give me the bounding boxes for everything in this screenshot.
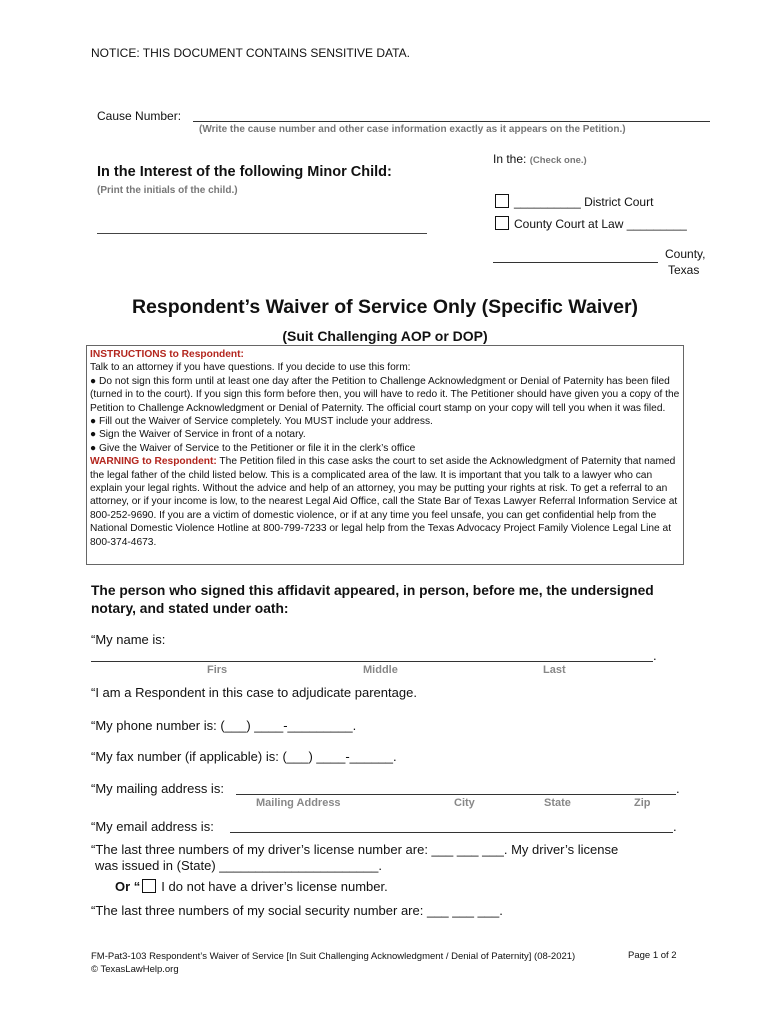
fax-field[interactable]: “My fax number (if applicable) is: (___) ____-______.: [91, 749, 397, 764]
cause-number-field[interactable]: [193, 121, 710, 122]
or-label: Or “: [115, 879, 141, 894]
district-court-option[interactable]: [495, 194, 653, 209]
mailing-state-label: State: [544, 797, 571, 809]
cause-number-label: Cause Number:: [97, 109, 182, 123]
email-field[interactable]: [230, 832, 673, 833]
middle-name-label: Middle: [363, 664, 398, 676]
in-the-label: In the:: [493, 152, 527, 166]
no-license-checkbox[interactable]: [142, 879, 156, 893]
page-number: Page 1 of 2: [628, 950, 677, 961]
county-field[interactable]: [493, 262, 658, 263]
email-period: .: [673, 819, 677, 834]
document-subtitle: (Suit Challenging AOP or DOP): [282, 328, 488, 344]
mailing-street-label: Mailing Address: [256, 797, 341, 809]
footer: [91, 950, 575, 976]
email-label: “My email address is:: [91, 819, 214, 834]
warning-body: The Petition filed in this case asks the court to set aside the Acknowledgment of Paternity that named the legal father of the child listed below. This is a complicated area of the law. It is important that you talk to a lawyer who can explain your legal rights. Without the advice and help of an attorney, you may be putting your rights at risk. To get a referral to an attorney, or if your income is low, to the nearest Legal Aid Office, call the State Bar of Texas Lawyer Referral Information Service at 800-252-9690. If you are a victim of domestic violence, or if at any time you feel unsafe, you can get confidential help from the National Domestic Violence Hotline at 800-799-7233 or legal help from the Texas Advocacy Project Family Violence Legal Line at 800-374-4673.: [90, 456, 678, 548]
cause-number-hint: (Write the cause number and other case information exactly as it appears on the Petition.): [199, 124, 626, 135]
name-field[interactable]: [91, 661, 653, 662]
mailing-zip-label: Zip: [634, 797, 651, 809]
copyright: © TexasLawHelp.org: [91, 964, 179, 975]
instructions-heading: INSTRUCTIONS to Respondent:: [90, 349, 244, 360]
warning-label: WARNING to Respondent:: [90, 456, 217, 468]
warning-paragraph: [90, 455, 680, 549]
no-license-label: I do not have a driver’s license number.: [161, 879, 388, 894]
first-name-label: Firs: [207, 664, 228, 676]
no-license-option[interactable]: [115, 879, 388, 894]
county-court-label: County Court at Law _________: [514, 217, 687, 231]
drivers-license-numbers[interactable]: “The last three numbers of my driver’s license number are: ___ ___ ___. My driver’s license: [91, 842, 619, 857]
name-period: .: [653, 648, 657, 663]
respondent-statement: “I am a Respondent in this case to adjudicate parentage.: [91, 685, 417, 700]
minor-child-heading: In the Interest of the following Minor Child:: [97, 164, 392, 180]
mailing-address-field[interactable]: [236, 794, 676, 795]
texas-label: Texas: [668, 263, 700, 277]
instructions-box: [86, 345, 684, 565]
minor-child-hint: (Print the initials of the child.): [97, 185, 238, 196]
ssn-field[interactable]: “The last three numbers of my social security number are: ___ ___ ___.: [91, 903, 503, 918]
document-title: Respondent’s Waiver of Service Only (Specific Waiver): [131, 296, 639, 318]
mailing-address-label: “My mailing address is:: [91, 781, 224, 796]
county-label: County,: [665, 247, 706, 261]
district-court-checkbox[interactable]: [495, 194, 509, 208]
instructions-body: Talk to an attorney if you have questions. If you decide to use this form: ● Do not sign this form until at least one day after the Petition to Challenge Acknowledgment or Denial of Paternity has been filed (turned in to the court). If you sign this form before then, you will have to redo it. The Petitioner should have given you a copy of the Petition to Challenge Acknowledgment or Denial of Paternity. The official court stamp on your copy will tell you when it was filed. ● Fill out the Waiver of Service completely. You MUST include your address. ● Sign the Waiver of Service in front of a notary. ● Give the Waiver of Service to the Petitioner or file it in the clerk’s office: [90, 362, 680, 454]
county-court-checkbox[interactable]: [495, 216, 509, 230]
district-court-label: __________ District Court: [514, 195, 654, 209]
mailing-city-label: City: [454, 797, 475, 809]
name-label: “My name is:: [91, 632, 166, 647]
last-name-label: Last: [543, 664, 566, 676]
court-selector-label: [493, 152, 587, 166]
county-court-option[interactable]: [495, 216, 687, 231]
form-id: FM-Pat3-103 Respondent’s Waiver of Service [In Suit Challenging Acknowledgment / Denial of Paternity] (08-2021): [91, 951, 576, 962]
phone-field[interactable]: “My phone number is: (___) ____-_________.: [91, 718, 357, 733]
check-one-hint: (Check one.): [529, 155, 587, 166]
drivers-license-state[interactable]: was issued in (State) ______________________.: [95, 858, 382, 873]
sensitive-data-notice: NOTICE: THIS DOCUMENT CONTAINS SENSITIVE DATA.: [91, 46, 410, 60]
mailing-period: .: [676, 781, 680, 796]
oath-statement: The person who signed this affidavit appeared, in person, before me, the undersigned notary, and stated under oath:: [91, 583, 654, 616]
child-initials-field[interactable]: [97, 233, 427, 234]
